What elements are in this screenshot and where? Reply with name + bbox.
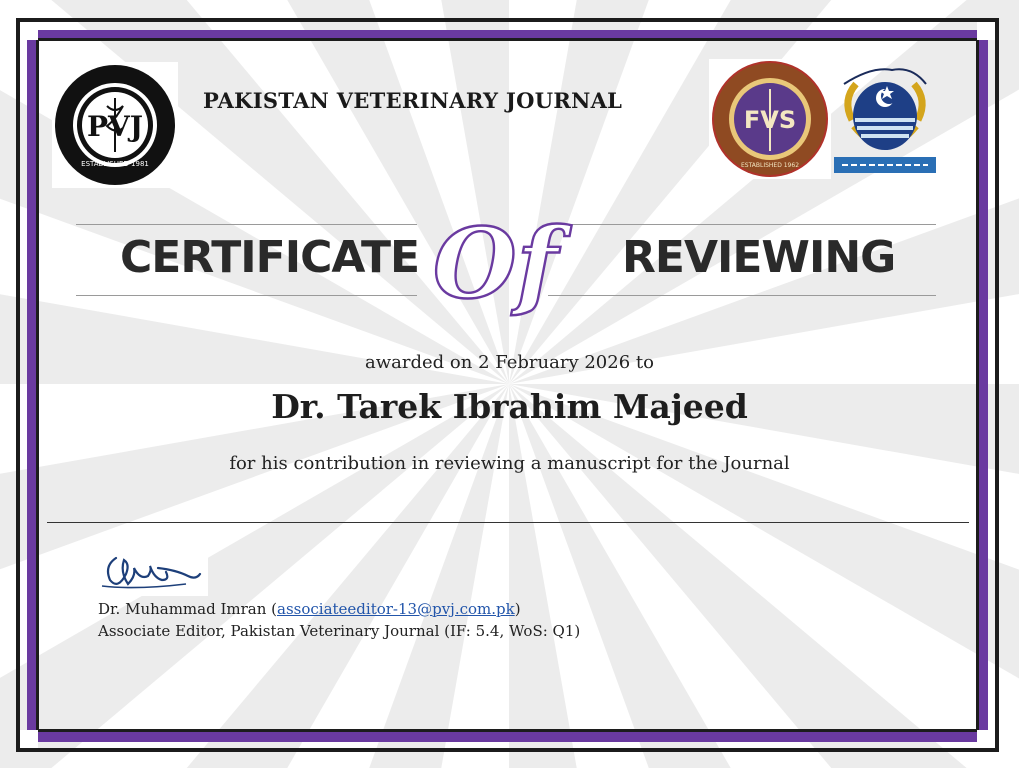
signer-block — [98, 598, 580, 642]
pvj-established: ESTABLISHED 1981 — [81, 160, 149, 168]
fvs-logo-icon — [709, 59, 831, 179]
signer-name: Dr. Muhammad Imran ( — [98, 600, 278, 618]
pvj-initials: PVJ — [86, 110, 144, 143]
title-rule-bottom-right — [548, 295, 936, 296]
signer-title: Associate Editor, Pakistan Veterinary Journal (IF: 5.4, WoS: Q1) — [98, 622, 581, 640]
certificate-word: CERTIFICATE — [120, 232, 420, 283]
title-rule-top-right — [548, 224, 936, 225]
fvs-established: ESTABLISHED 1962 — [740, 162, 800, 169]
of-script-word — [425, 195, 558, 335]
corner-notch-top-right — [977, 18, 999, 40]
contribution-line: for his contribution in reviewing a manuscript for the Journal — [229, 453, 790, 474]
fvs-initials: FVS — [743, 106, 797, 134]
recipient-name: Dr. Tarek Ibrahim Majeed — [271, 387, 748, 426]
corner-notch-top-left — [16, 18, 38, 40]
signature-divider — [47, 522, 969, 523]
title-rule-top-left — [76, 224, 417, 225]
pvj-logo-icon — [52, 62, 178, 188]
title-rule-bottom-left — [76, 295, 417, 296]
of-text: Of — [433, 207, 558, 320]
corner-notch-bottom-right — [977, 730, 999, 752]
reviewing-word: REVIEWING — [622, 232, 896, 283]
pu-emblem-icon — [832, 60, 938, 178]
award-date-line: awarded on 2 February 2026 to — [365, 352, 654, 373]
journal-name: PAKISTAN VETERINARY JOURNAL — [203, 88, 623, 113]
signature-icon — [96, 546, 208, 596]
signer-name-line — [98, 598, 580, 620]
corner-notch-bottom-left — [16, 730, 38, 752]
signer-name-close: ) — [514, 600, 521, 618]
signer-email-link[interactable]: associateeditor-13@pvj.com.pk — [277, 600, 515, 618]
